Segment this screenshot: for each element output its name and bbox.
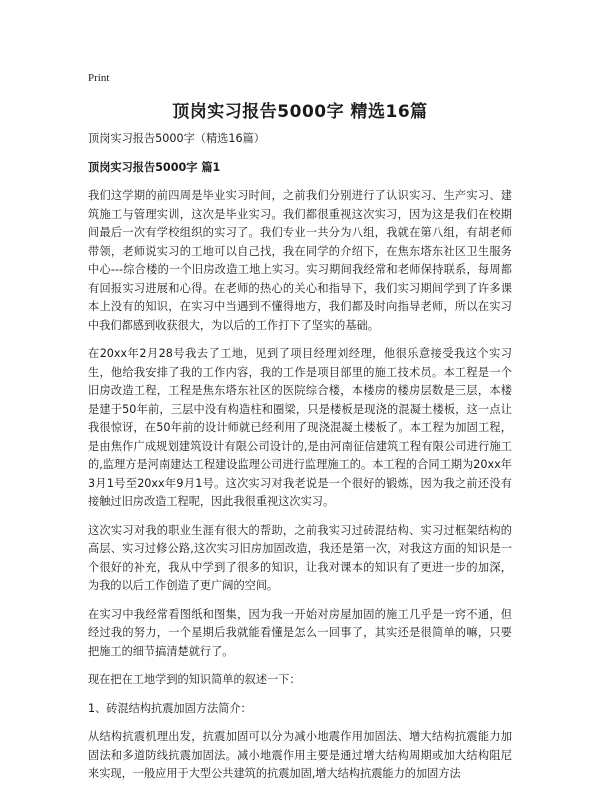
paragraph: 从结构抗震机理出发，抗震加固可以分为减小地震作用加固法、增大结构抗震能力加固法和多道防线抗震加固法。减小地震作用主要是通过增大结构周期或加大结构阻尼来实现，一般应用于大型公共建筑的抗震加固,增大结构抗震能力的加固方法 — [88, 730, 512, 780]
print-link[interactable]: Print — [88, 72, 110, 84]
section-heading: 顶岗实习报告5000字 篇1 — [88, 160, 221, 174]
paragraph: 在20xx年2月28号我去了工地，见到了项目经理刘经理，他很乐意接受我这个实习生，他给我安排了我的工作内容，我的工作是项目部里的施工技术员。本工程是一个旧房改造工程，工程是焦东塔东社区的医院综合楼，本楼房的楼房层数是三层，本楼是建于50年前，三层中没有构造柱和圈梁，只是楼板是现浇的混凝土楼板，这一点让我很惊讶，在50年前的设计师就已经利用了现浇混凝土楼板了。本工程为加固工程，是由焦作广成规划建筑设计有限公司设计的,是由河南征信建筑工程有限公司进行施工的,监理方是河南建达工程建设监理公司进行监理施工的。本工程的合同工期为20xx年3月1号至20xx年9月1号。这次实习对我老说是一个很好的锻炼，因为我之前还没有接触过旧房改造工程呢，因此我很重视这次实习。 — [88, 347, 512, 508]
paragraph: 我们这学期的前四周是毕业实习时间，之前我们分别进行了认识实习、生产实习、建筑施工与管理实训，这次是毕业实习。我们都很重视这次实习，因为这是我们在校期间最后一次有学校组织的实习了。我们专业一共分为八组，我就在第八组，有胡老师带领，老师说实习的工地可以自己找，我在同学的介绍下，在焦东塔东社区卫生服务中心---综合楼的一个旧房改造工地上实习。实习期间我经常和老师保持联系，每周都有回报实习进展和心得。在老师的热心的关心和指导下，我们实习期间学到了许多课本上没有的知识，在实习中当遇到不懂得地方，我们都及时向指导老师，所以在实习中我们都感到收获很大，为以后的工作打下了坚实的基础。 — [88, 189, 512, 332]
document-subtitle: 顶岗实习报告5000字（精选16篇） — [88, 132, 265, 145]
numbered-heading: 1、砖混结构抗震加固方法简介： — [88, 701, 252, 715]
document-body — [88, 130, 512, 794]
paragraph: 现在把在工地学到的知识简单的叙述一下： — [88, 673, 301, 686]
paragraph: 在实习中我经常看图纸和图集，因为我一开始对房屋加固的施工几乎是一窍不通，但经过我的努力，一个星期后我就能看懂是怎么一回事了，其实还是很简单的嘛，只要把施工的细节搞清楚就行了。 — [88, 607, 512, 658]
document-title: 顶岗实习报告5000字 精选16篇 — [172, 102, 428, 122]
paragraph: 这次实习对我的职业生涯有很大的帮助，之前我实习过砖混结构、实习过框架结构的高层、实习过修公路,这次实习旧房加固改造，我还是第一次，对我这方面的知识是一个很好的补充，我从中学到了很多的知识，让我对课本的知识有了更进一步的加深，为我的以后工作创造了更广阔的空间。 — [88, 523, 512, 592]
